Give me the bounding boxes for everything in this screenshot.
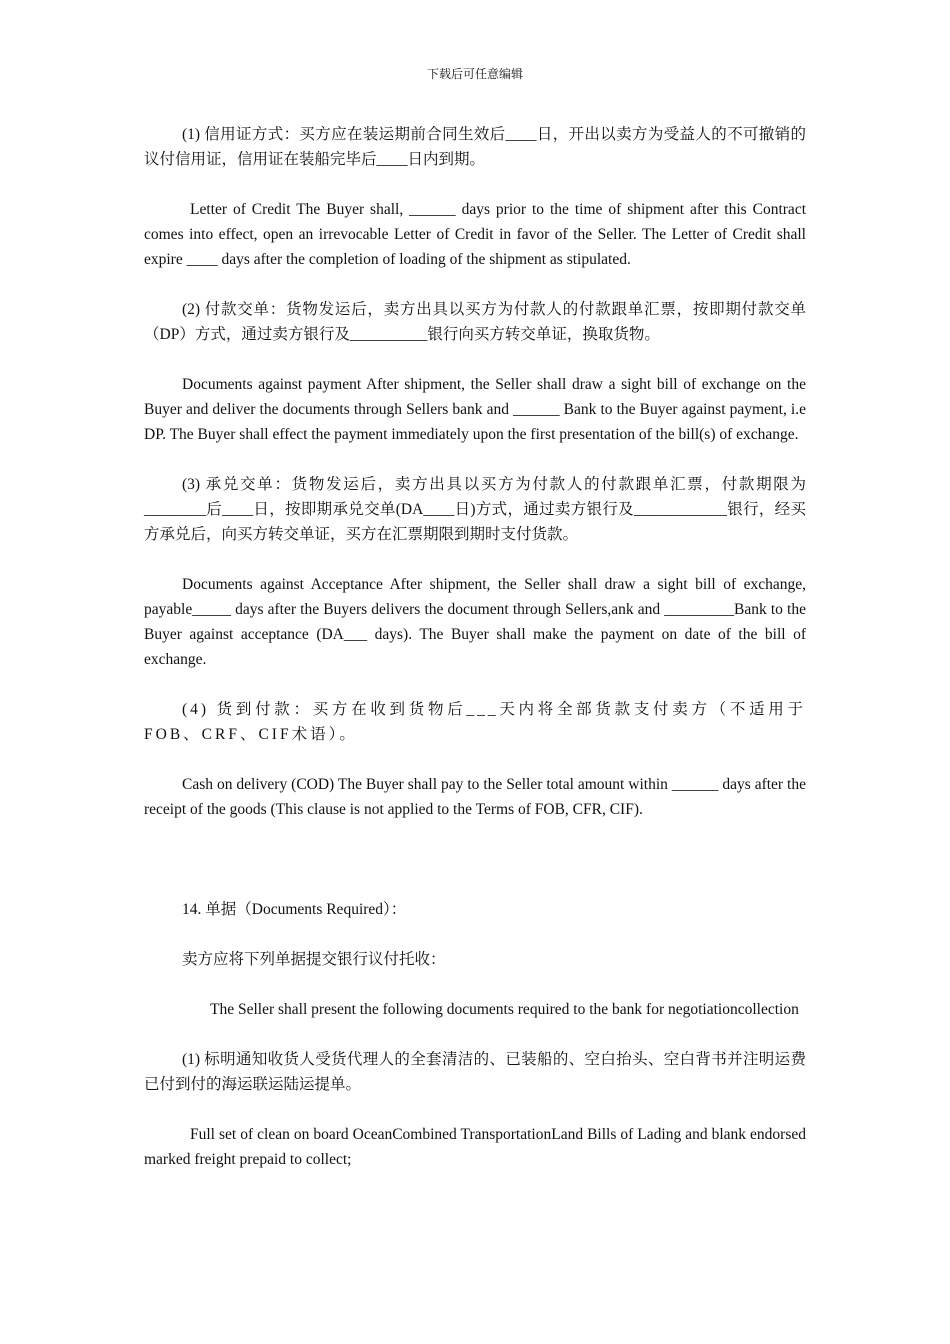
paragraph-docs-intro-en: The Seller shall present the following documents required to the bank for negotiationcollection bbox=[210, 1001, 799, 1018]
paragraph-lc-en: Letter of Credit The Buyer shall, ______ days prior to the time of shipment after this Contract comes into effect, open an irrevocable Letter of Credit in favor of the Seller. The Letter of Credit shall expire ____ days after the completion of loading of the shipment as stipulated. bbox=[144, 201, 806, 268]
paragraph-docs-intro-cn: 卖方应将下列单据提交银行议付托收： bbox=[182, 951, 446, 968]
paragraph-cod-cn: (4) 货到付款：买方在收到货物后___天内将全部货款支付卖方（不适用于FOB、CRF、CIF术语）。 bbox=[144, 701, 806, 743]
paragraph-da-cn: (3) 承兑交单：货物发运后，卖方出具以买方为付款人的付款跟单汇票，付款期限为________后____日，按即期承兑交单(DA____日)方式，通过卖方银行及____________银行，经买方承兑后，向买方转交单证，买方在汇票期限到期时支付货款。 bbox=[144, 476, 806, 543]
paragraph-bl-cn: (1) 标明通知收货人受货代理人的全套清洁的、已装船的、空白抬头、空白背书并注明运费已付到付的海运联运陆运提单。 bbox=[144, 1051, 806, 1093]
paragraph-bl-en: Full set of clean on board OceanCombined TransportationLand Bills of Lading and blank endorsed marked freight prepaid to collect; bbox=[144, 1126, 806, 1168]
paragraph-cod-en: Cash on delivery (COD) The Buyer shall pay to the Seller total amount within ______ days after the receipt of the goods (This clause is not applied to the Terms of FOB, CFR, CIF). bbox=[144, 776, 806, 818]
paragraph-dp-cn: (2) 付款交单：货物发运后，卖方出具以买方为付款人的付款跟单汇票，按即期付款交单（DP）方式，通过卖方银行及__________银行向买方转交单证，换取货物。 bbox=[144, 301, 806, 343]
paragraph-lc-cn: (1) 信用证方式：买方应在装运期前合同生效后____日，开出以卖方为受益人的不可撤销的议付信用证，信用证在装船完毕后____日内到期。 bbox=[144, 126, 806, 168]
page-header-note: 下载后可任意编辑 bbox=[426, 67, 523, 81]
paragraph-dp-en: Documents against payment After shipment, the Seller shall draw a sight bill of exchange on the Buyer and deliver the documents through Sellers bank and ______ Bank to the Buyer against payment, i.e DP. The Buyer shall effect the payment immediately upon the first presentation of the bill(s) of exchange. bbox=[144, 376, 806, 443]
document-body bbox=[144, 122, 806, 1197]
section-title-documents-required: 14. 单据（Documents Required）： bbox=[182, 901, 407, 918]
section-spacer bbox=[144, 847, 806, 897]
paragraph-da-en: Documents against Acceptance After shipment, the Seller shall draw a sight bill of exchange, payable_____ days after the Buyers delivers the document through Sellers,ank and _________Bank to the Buyer against acceptance (DA___ days). The Buyer shall make the payment on date of the bill of exchange. bbox=[144, 576, 806, 668]
